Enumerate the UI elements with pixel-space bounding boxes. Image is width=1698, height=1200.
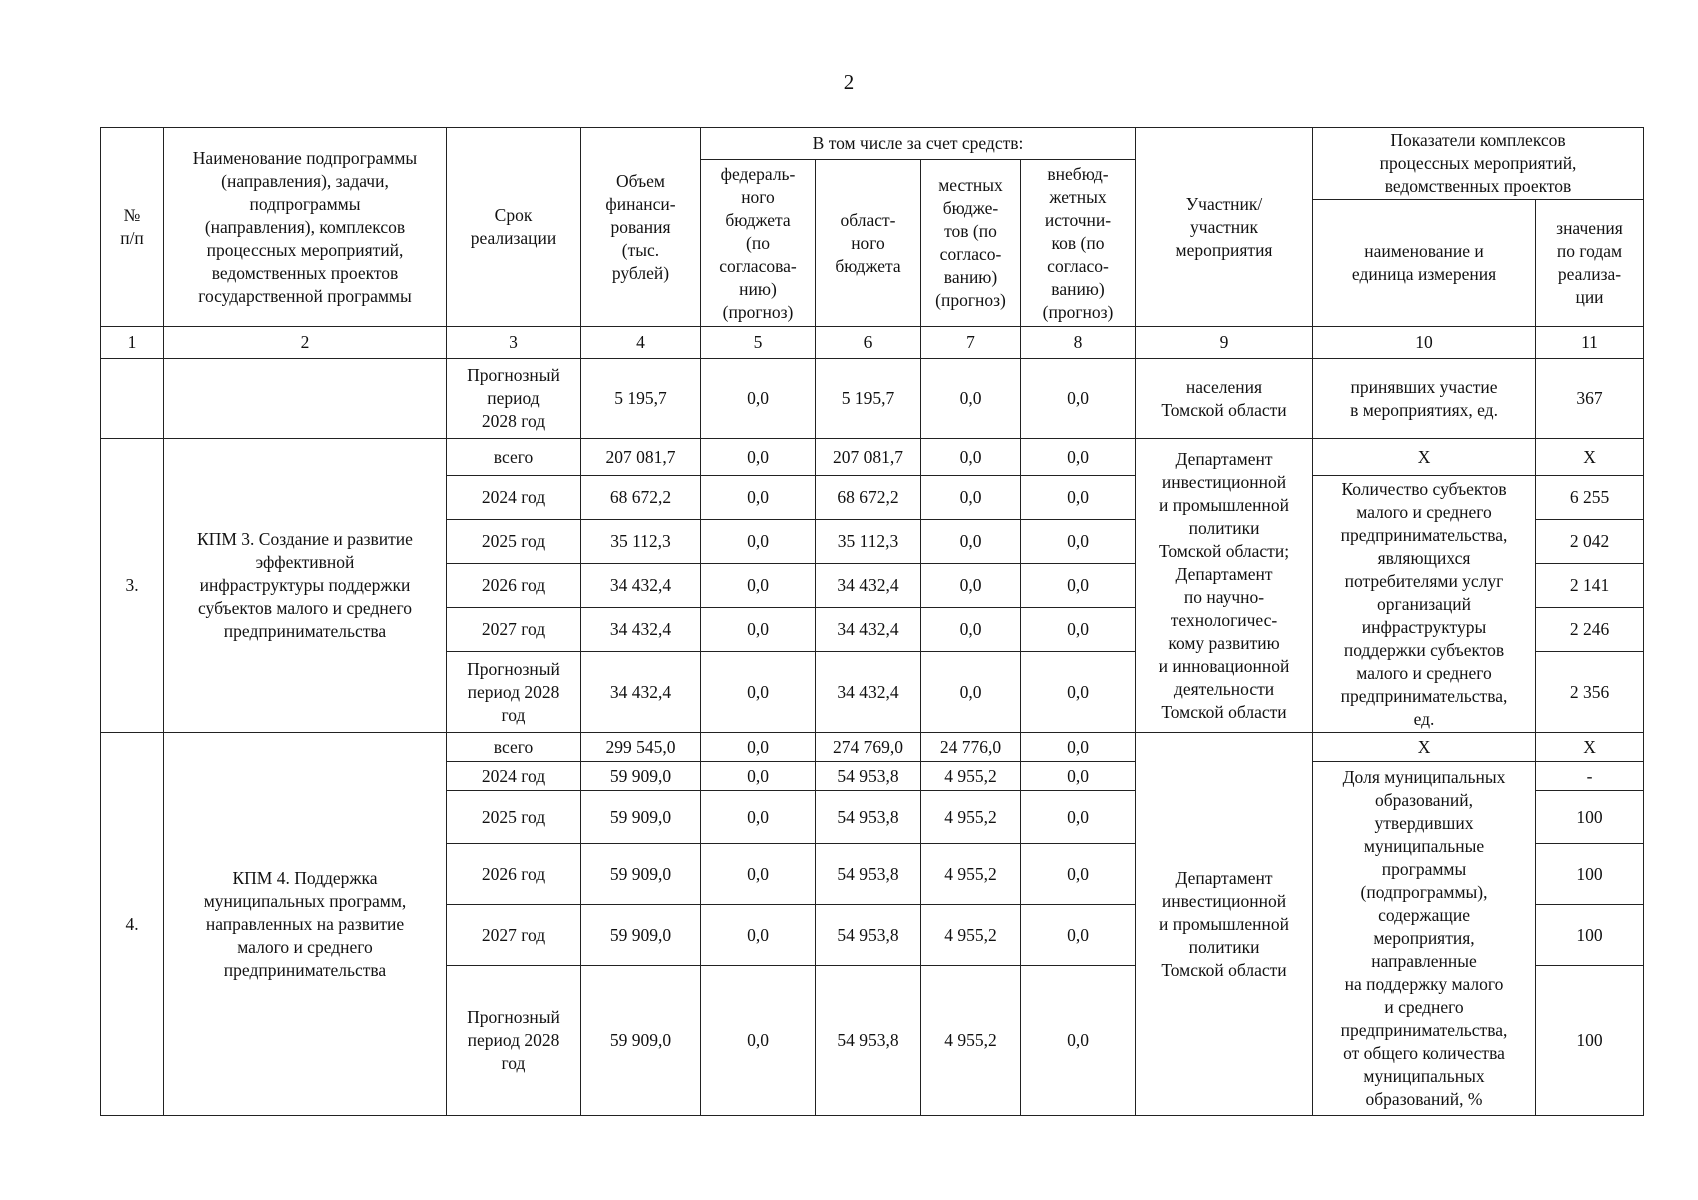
section-3-num: 3. <box>101 439 164 733</box>
federal-cell: 0,0 <box>701 439 816 476</box>
local-cell: 0,0 <box>921 359 1021 439</box>
header-federal: федераль- ного бюджета (по согласова- нию) (прогноз) <box>701 160 816 327</box>
section-4-participant: Департамент инвестиционной и промышленной политики Томской области <box>1136 733 1313 1116</box>
federal-cell: 0,0 <box>701 844 816 905</box>
indicator-value-cell: 367 <box>1536 359 1644 439</box>
column-number: 11 <box>1536 327 1644 359</box>
local-cell: 4 955,2 <box>921 791 1021 844</box>
federal-cell: 0,0 <box>701 966 816 1116</box>
federal-cell: 0,0 <box>701 652 816 733</box>
extra-cell: 0,0 <box>1021 966 1136 1116</box>
volume-cell: 207 081,7 <box>581 439 701 476</box>
section-3-participant: Департамент инвестиционной и промышленной политики Томской области; Департамент по научно- технологичес- кому развитию и инновационной деятельности Томской области <box>1136 439 1313 733</box>
continuation-name <box>164 359 447 439</box>
section-4-num: 4. <box>101 733 164 1116</box>
local-cell: 0,0 <box>921 608 1021 652</box>
federal-cell: 0,0 <box>701 476 816 520</box>
regional-cell: 54 953,8 <box>816 966 921 1116</box>
federal-cell: 0,0 <box>701 564 816 608</box>
term-cell: 2024 год <box>447 476 581 520</box>
section-4-row-total <box>101 733 1644 762</box>
page-number: 2 <box>843 70 855 94</box>
extra-cell: 0,0 <box>1021 608 1136 652</box>
federal-cell: 0,0 <box>701 520 816 564</box>
indicator-value-cell: 2 141 <box>1536 564 1644 608</box>
indicator-name-cell: Х <box>1313 439 1536 476</box>
header-volume: Объем финанси- рования (тыс. рублей) <box>581 128 701 327</box>
local-cell: 4 955,2 <box>921 844 1021 905</box>
header-num: № п/п <box>101 128 164 327</box>
federal-cell: 0,0 <box>701 359 816 439</box>
regional-cell: 54 953,8 <box>816 905 921 966</box>
term-cell: 2024 год <box>447 762 581 791</box>
column-number: 10 <box>1313 327 1536 359</box>
federal-cell: 0,0 <box>701 791 816 844</box>
extra-cell: 0,0 <box>1021 520 1136 564</box>
regional-cell: 35 112,3 <box>816 520 921 564</box>
regional-cell: 68 672,2 <box>816 476 921 520</box>
volume-cell: 59 909,0 <box>581 844 701 905</box>
term-cell: 2025 год <box>447 791 581 844</box>
extra-cell: 0,0 <box>1021 476 1136 520</box>
term-cell: всего <box>447 733 581 762</box>
column-number: 6 <box>816 327 921 359</box>
local-cell: 0,0 <box>921 476 1021 520</box>
indicator-name-cell: принявших участие в мероприятиях, ед. <box>1313 359 1536 439</box>
header-local: местных бюдже- тов (по согласо- ванию) (прогноз) <box>921 160 1021 327</box>
extra-cell: 0,0 <box>1021 791 1136 844</box>
term-cell: Прогнозный период 2028 год <box>447 652 581 733</box>
section-3-name: КПМ 3. Создание и развитие эффективной инфраструктуры поддержки субъектов малого и среднего предпринимательства <box>164 439 447 733</box>
indicator-value-cell: 100 <box>1536 966 1644 1116</box>
regional-cell: 274 769,0 <box>816 733 921 762</box>
column-number: 1 <box>101 327 164 359</box>
indicator-value-cell: 100 <box>1536 844 1644 905</box>
local-cell: 0,0 <box>921 520 1021 564</box>
header-participant: Участник/ участник мероприятия <box>1136 128 1313 327</box>
section-3-indicator-name: Количество субъектов малого и среднего предпринимательства, являющихся потребителями услуг организаций инфраструктуры поддержки субъектов малого и среднего предпринимательства, ед. <box>1313 476 1536 733</box>
indicator-value-cell: Х <box>1536 439 1644 476</box>
local-cell: 4 955,2 <box>921 966 1021 1116</box>
volume-cell: 68 672,2 <box>581 476 701 520</box>
column-number: 4 <box>581 327 701 359</box>
header-regional: област- ного бюджета <box>816 160 921 327</box>
regional-cell: 207 081,7 <box>816 439 921 476</box>
section-4-name: КПМ 4. Поддержка муниципальных программ, направленных на развитие малого и среднего предпринимательства <box>164 733 447 1116</box>
local-cell: 0,0 <box>921 439 1021 476</box>
regional-cell: 34 432,4 <box>816 564 921 608</box>
header-indicators-group: Показатели комплексов процессных мероприятий, ведомственных проектов <box>1313 128 1644 200</box>
regional-cell: 34 432,4 <box>816 652 921 733</box>
regional-cell: 54 953,8 <box>816 762 921 791</box>
local-cell: 4 955,2 <box>921 762 1021 791</box>
indicator-value-cell: 100 <box>1536 791 1644 844</box>
extra-cell: 0,0 <box>1021 733 1136 762</box>
regional-cell: 54 953,8 <box>816 844 921 905</box>
header-name: Наименование подпрограммы (направления), задачи, подпрограммы (направления), комплексов процессных мероприятий, ведомственных проектов государственной программы <box>164 128 447 327</box>
regional-cell: 54 953,8 <box>816 791 921 844</box>
volume-cell: 34 432,4 <box>581 564 701 608</box>
term-cell: 2027 год <box>447 608 581 652</box>
extra-cell: 0,0 <box>1021 439 1136 476</box>
indicator-value-cell: 6 255 <box>1536 476 1644 520</box>
term-cell: 2027 год <box>447 905 581 966</box>
extra-cell: 0,0 <box>1021 762 1136 791</box>
term-cell: 2025 год <box>447 520 581 564</box>
term-cell: 2026 год <box>447 844 581 905</box>
extra-cell: 0,0 <box>1021 652 1136 733</box>
column-number: 9 <box>1136 327 1313 359</box>
local-cell: 0,0 <box>921 652 1021 733</box>
volume-cell: 5 195,7 <box>581 359 701 439</box>
federal-cell: 0,0 <box>701 762 816 791</box>
header-extra: внебюд- жетных источни- ков (по согласо- ванию) (прогноз) <box>1021 160 1136 327</box>
volume-cell: 59 909,0 <box>581 791 701 844</box>
indicator-value-cell: 2 246 <box>1536 608 1644 652</box>
volume-cell: 59 909,0 <box>581 905 701 966</box>
volume-cell: 35 112,3 <box>581 520 701 564</box>
column-number-row <box>101 327 1644 359</box>
column-number: 5 <box>701 327 816 359</box>
volume-cell: 59 909,0 <box>581 966 701 1116</box>
local-cell: 4 955,2 <box>921 905 1021 966</box>
indicator-value-cell: - <box>1536 762 1644 791</box>
column-number: 7 <box>921 327 1021 359</box>
volume-cell: 299 545,0 <box>581 733 701 762</box>
indicator-value-cell: 2 042 <box>1536 520 1644 564</box>
header-funds-group: В том числе за счет средств: <box>701 128 1136 160</box>
term-cell: 2026 год <box>447 564 581 608</box>
header-row-1 <box>101 128 1644 160</box>
column-number: 2 <box>164 327 447 359</box>
indicator-name-cell: Х <box>1313 733 1536 762</box>
header-term: Срок реализации <box>447 128 581 327</box>
federal-cell: 0,0 <box>701 608 816 652</box>
term-cell: Прогнозный период 2028 год <box>447 966 581 1116</box>
section-4-indicator-name: Доля муниципальных образований, утвердивших муниципальные программы (подпрограммы), содержащие мероприятия, направленные на поддержку малого и среднего предпринимательства, от общего количества муниципальных образований, % <box>1313 762 1536 1116</box>
term-cell: Прогнозный период 2028 год <box>447 359 581 439</box>
regional-cell: 5 195,7 <box>816 359 921 439</box>
column-number: 8 <box>1021 327 1136 359</box>
indicator-value-cell: 2 356 <box>1536 652 1644 733</box>
section-3-row-total <box>101 439 1644 476</box>
volume-cell: 59 909,0 <box>581 762 701 791</box>
header-indicator-values: значения по годам реализа- ции <box>1536 200 1644 327</box>
local-cell: 0,0 <box>921 564 1021 608</box>
column-number: 3 <box>447 327 581 359</box>
extra-cell: 0,0 <box>1021 564 1136 608</box>
header-indicator-name: наименование и единица измерения <box>1313 200 1536 327</box>
volume-cell: 34 432,4 <box>581 652 701 733</box>
term-cell: всего <box>447 439 581 476</box>
extra-cell: 0,0 <box>1021 359 1136 439</box>
program-table <box>100 127 1644 1116</box>
indicator-value-cell: Х <box>1536 733 1644 762</box>
regional-cell: 34 432,4 <box>816 608 921 652</box>
continuation-row <box>101 359 1644 439</box>
indicator-value-cell: 100 <box>1536 905 1644 966</box>
federal-cell: 0,0 <box>701 733 816 762</box>
federal-cell: 0,0 <box>701 905 816 966</box>
local-cell: 24 776,0 <box>921 733 1021 762</box>
extra-cell: 0,0 <box>1021 905 1136 966</box>
volume-cell: 34 432,4 <box>581 608 701 652</box>
extra-cell: 0,0 <box>1021 844 1136 905</box>
participant-cell: населения Томской области <box>1136 359 1313 439</box>
continuation-num <box>101 359 164 439</box>
